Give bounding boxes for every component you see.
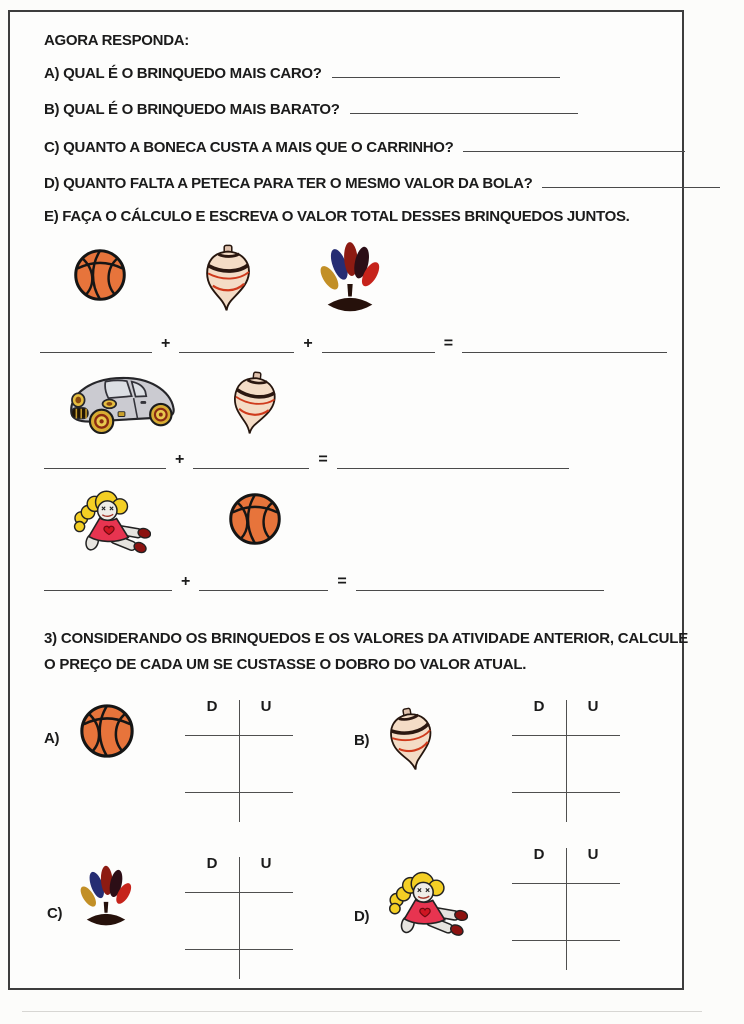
answer-blank-d bbox=[542, 174, 720, 188]
item-c-label: C) bbox=[47, 905, 63, 922]
equals-sign: = bbox=[443, 335, 454, 352]
question-d bbox=[44, 174, 720, 192]
sum1-blank-3 bbox=[322, 337, 435, 353]
units-column-header: U bbox=[587, 846, 599, 863]
units-column-header: U bbox=[260, 698, 272, 715]
place-value-table-a bbox=[185, 698, 293, 822]
tens-column-header: D bbox=[206, 855, 218, 872]
spinning-top-image bbox=[199, 243, 257, 317]
sum3-blank-2 bbox=[199, 575, 328, 591]
question-b-text: QUAL É O BRINQUEDO MAIS BARATO? bbox=[63, 101, 340, 118]
sum1-blank-2 bbox=[179, 337, 294, 353]
spinning-top-image bbox=[376, 701, 447, 780]
units-column-header: U bbox=[587, 698, 599, 715]
equals-sign: = bbox=[318, 451, 328, 468]
basketball-image bbox=[78, 702, 136, 760]
answer-blank-c bbox=[463, 138, 685, 152]
tens-column-header: D bbox=[206, 698, 218, 715]
units-column-header: U bbox=[260, 855, 272, 872]
sum2-blank-1 bbox=[44, 453, 166, 469]
tens-column-header: D bbox=[533, 698, 545, 715]
place-value-table-b bbox=[512, 698, 620, 822]
worksheet-page bbox=[8, 10, 689, 990]
sum3-blank-1 bbox=[44, 575, 172, 591]
sum3-result-blank bbox=[356, 575, 604, 591]
sum1-blank-1 bbox=[40, 337, 152, 353]
place-value-table-d bbox=[512, 846, 620, 970]
plus-sign: + bbox=[161, 335, 171, 352]
scan-artifact-line bbox=[22, 1011, 702, 1012]
answer-blank-a bbox=[332, 64, 560, 78]
sum2-blank-2 bbox=[193, 453, 309, 469]
sum-row-1 bbox=[40, 336, 667, 353]
question-d-label: D) bbox=[44, 175, 60, 192]
question-a-text: QUAL É O BRINQUEDO MAIS CARO? bbox=[63, 65, 322, 82]
peteca-image bbox=[76, 857, 136, 933]
page-title: AGORA RESPONDA: bbox=[44, 32, 189, 49]
item-a-label: A) bbox=[44, 730, 60, 747]
table-horizontal-line bbox=[185, 735, 293, 736]
spinning-top-image bbox=[222, 367, 285, 442]
basketball-image bbox=[72, 247, 128, 303]
sum-row-2 bbox=[44, 452, 569, 469]
table-horizontal-line bbox=[185, 892, 293, 893]
question-c bbox=[44, 138, 685, 156]
question-3-line-2: O PREÇO DE CADA UM SE CUSTASSE O DOBRO DO VALOR ATUAL. bbox=[44, 656, 527, 673]
plus-sign: + bbox=[303, 335, 313, 352]
question-c-text: QUANTO A BONECA CUSTA A MAIS QUE O CARRINHO? bbox=[63, 139, 454, 156]
question-e-label: E) bbox=[44, 208, 59, 225]
table-horizontal-line bbox=[512, 792, 620, 793]
question-e bbox=[44, 208, 630, 225]
table-horizontal-line bbox=[512, 883, 620, 884]
table-horizontal-line bbox=[185, 949, 293, 950]
table-vertical-line bbox=[566, 700, 567, 822]
doll-image bbox=[382, 870, 468, 942]
plus-sign: + bbox=[175, 451, 185, 468]
question-3-line-1: 3) CONSIDERANDO OS BRINQUEDOS E OS VALORES DA ATIVIDADE ANTERIOR, CALCULE bbox=[44, 630, 689, 647]
question-e-text: FAÇA O CÁLCULO E ESCREVA O VALOR TOTAL DESSES BRINQUEDOS JUNTOS. bbox=[62, 208, 630, 225]
question-a-label: A) bbox=[44, 65, 60, 82]
question-d-text: QUANTO FALTA A PETECA PARA TER O MESMO VALOR DA BOLA? bbox=[63, 175, 533, 192]
table-vertical-line bbox=[566, 848, 567, 970]
table-vertical-line bbox=[239, 700, 240, 822]
plus-sign: + bbox=[181, 573, 191, 590]
toy-car-image bbox=[62, 368, 180, 434]
answer-blank-b bbox=[350, 100, 578, 114]
table-horizontal-line bbox=[512, 940, 620, 941]
sum2-result-blank bbox=[337, 453, 569, 469]
question-a bbox=[44, 64, 560, 82]
item-d-label: D) bbox=[354, 908, 370, 925]
table-horizontal-line bbox=[512, 735, 620, 736]
item-b-label: B) bbox=[354, 732, 370, 749]
equals-sign: = bbox=[337, 573, 347, 590]
question-c-label: C) bbox=[44, 139, 60, 156]
doll-image bbox=[67, 489, 151, 559]
peteca-image bbox=[315, 234, 385, 318]
table-vertical-line bbox=[239, 857, 240, 979]
table-horizontal-line bbox=[185, 792, 293, 793]
place-value-table-c bbox=[185, 855, 293, 979]
sum1-result-blank bbox=[462, 337, 667, 353]
tens-column-header: D bbox=[533, 846, 545, 863]
basketball-image bbox=[227, 491, 283, 547]
question-b bbox=[44, 100, 578, 118]
question-b-label: B) bbox=[44, 101, 60, 118]
sum-row-3 bbox=[44, 574, 604, 591]
